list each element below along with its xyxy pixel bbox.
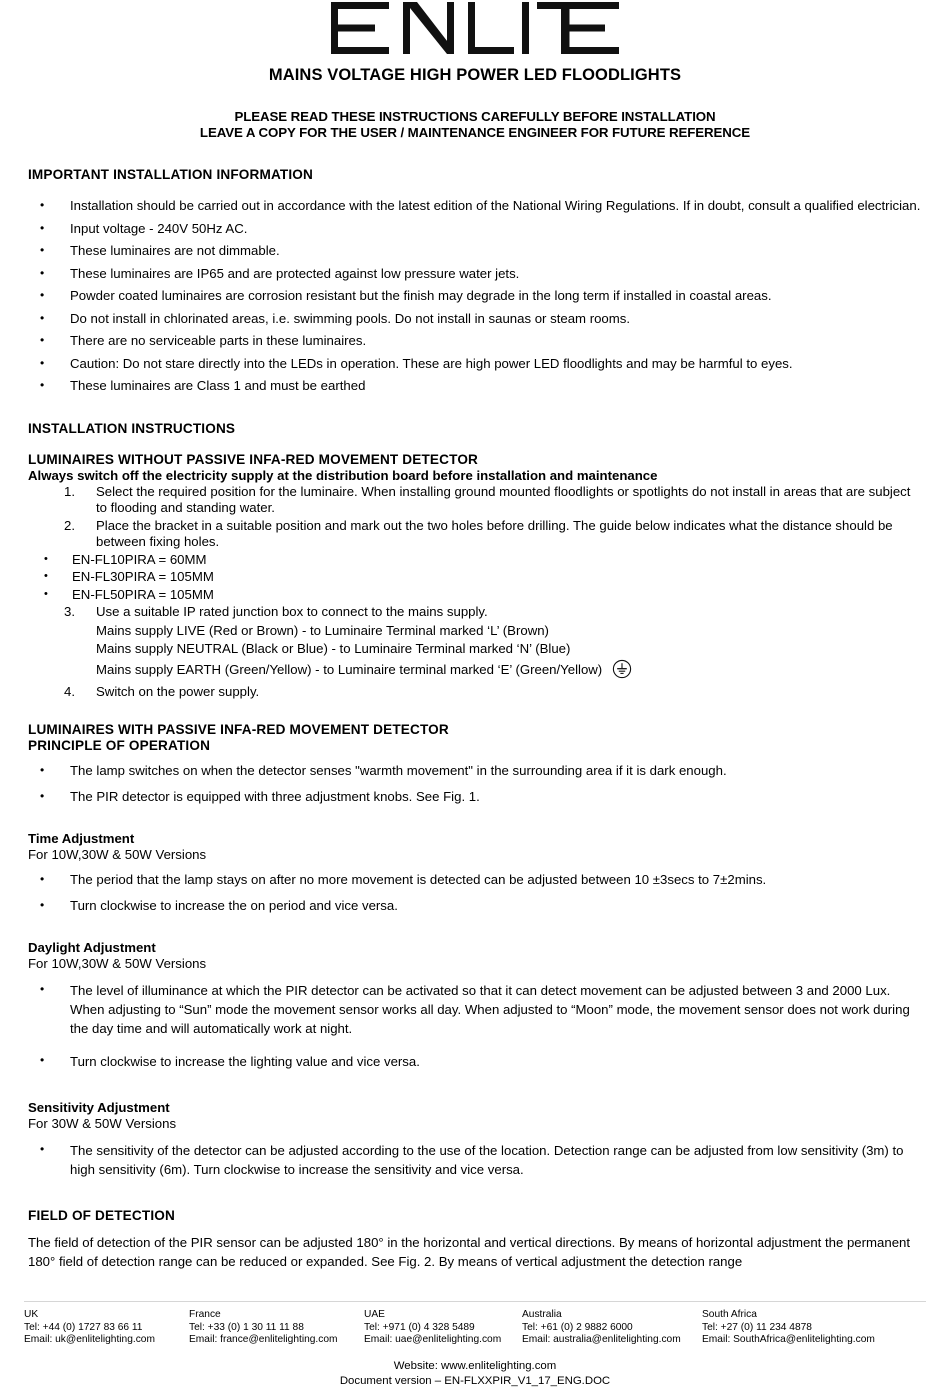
list-item: • Turn clockwise to increase the lighting value and vice versa. bbox=[28, 1052, 922, 1071]
footer-website[interactable]: Website: www.enlitelighting.com bbox=[393, 1360, 557, 1372]
wiring-live-line: Mains supply LIVE (Red or Brown) - to Luminaire Terminal marked ‘L’ (Brown) bbox=[96, 622, 549, 638]
sensitivity-adjustment-versions: For 30W & 50W Versions bbox=[28, 1115, 177, 1131]
heading-principle-of-operation: PRINCIPLE OF OPERATION bbox=[28, 737, 211, 753]
contact-country: Australia bbox=[522, 1309, 562, 1321]
list-item: • The lamp switches on when the detector senses "warmth movement" in the surrounding area if it is dark enough. bbox=[28, 763, 922, 780]
heading-luminaires-with-pir: LUMINAIRES WITH PASSIVE INFA-RED MOVEMENT DETECTOR bbox=[28, 721, 449, 737]
list-item: • The period that the lamp stays on after no more movement is detected can be adjusted between 10 ±3secs to 7±2mins. bbox=[28, 872, 922, 889]
contact-telephone: Tel: +61 (0) 2 9882 6000 bbox=[522, 1321, 633, 1333]
heading-time-adjustment: Time Adjustment bbox=[28, 830, 135, 846]
list-item: • Do not install in chlorinated areas, i.e. swimming pools. Do not install in saunas or steam rooms. bbox=[28, 311, 922, 328]
list-item: • These luminaires are not dimmable. bbox=[28, 243, 922, 260]
wiring-earth-text: Mains supply EARTH (Green/Yellow) - to Luminaire terminal marked ‘E’ (Green/Yellow) bbox=[96, 661, 603, 677]
heading-daylight-adjustment: Daylight Adjustment bbox=[28, 939, 156, 955]
list-item: • The level of illuminance at which the PIR detector can be activated so that it can detect movement can be adjusted between 3 and 2000 Lux. When adjusting to “Sun” mode the movement sensor works all day. When adjusted to “Moon” mode, the movement sensor does not work during the day time and will automatically work at night. bbox=[28, 981, 922, 1038]
fixing-hole-spacing-list bbox=[28, 552, 922, 604]
list-item: • Powder coated luminaires are corrosion resistant but the finish may degrade in the long term if installed in coastal areas. bbox=[28, 288, 922, 305]
page-footer bbox=[0, 1301, 950, 1398]
contact-column-south-africa bbox=[702, 1309, 892, 1347]
principle-of-operation-list bbox=[28, 763, 922, 806]
list-item: • EN-FL30PIRA = 105MM bbox=[28, 569, 922, 586]
heading-luminaires-without-pir: LUMINAIRES WITHOUT PASSIVE INFA-RED MOVEMENT DETECTOR bbox=[28, 451, 479, 467]
read-notice-line-1: PLEASE READ THESE INSTRUCTIONS CAREFULLY BEFORE INSTALLATION bbox=[234, 109, 716, 124]
document-title: MAINS VOLTAGE HIGH POWER LED FLOODLIGHTS bbox=[268, 66, 682, 84]
contact-email[interactable]: Email: uk@enlitelighting.com bbox=[24, 1334, 155, 1346]
list-item: Place the bracket in a suitable position and mark out the two holes before drilling. The guide below indicates what the distance should be between fixing holes. bbox=[96, 517, 893, 549]
contact-column-france bbox=[189, 1309, 364, 1347]
time-adjustment-list bbox=[28, 872, 922, 915]
contact-country: France bbox=[189, 1309, 221, 1321]
list-item: Select the required position for the luminaire. When installing ground mounted floodlights or spotlights do not install in areas that are subject to flooding and standing water. bbox=[96, 483, 911, 515]
list-item: • The PIR detector is equipped with three adjustment knobs. See Fig. 1. bbox=[28, 789, 922, 806]
contact-country: South Africa bbox=[702, 1309, 757, 1321]
footer-divider bbox=[24, 1301, 926, 1302]
protective-earth-icon bbox=[612, 659, 632, 685]
list-item: Use a suitable IP rated junction box to connect to the mains supply. bbox=[96, 604, 488, 619]
list-item: • There are no serviceable parts in these luminaires. bbox=[28, 333, 922, 350]
list-item: • These luminaires are IP65 and are protected against low pressure water jets. bbox=[28, 266, 922, 283]
contact-telephone: Tel: +44 (0) 1727 83 66 11 bbox=[24, 1321, 143, 1333]
contact-email[interactable]: Email: australia@enlitelighting.com bbox=[522, 1334, 681, 1346]
installation-steps-list bbox=[28, 484, 922, 551]
contact-country: UK bbox=[24, 1309, 39, 1321]
daylight-adjustment-list bbox=[28, 981, 922, 1071]
important-info-list bbox=[28, 198, 922, 395]
contact-telephone: Tel: +971 (0) 4 328 5489 bbox=[364, 1321, 475, 1333]
contact-column-australia bbox=[522, 1309, 702, 1347]
installation-steps-list-continued bbox=[28, 604, 922, 621]
list-item: • EN-FL10PIRA = 60MM bbox=[28, 552, 922, 569]
list-item: • EN-FL50PIRA = 105MM bbox=[28, 587, 922, 604]
brand-logo bbox=[0, 0, 950, 54]
list-item: • Caution: Do not stare directly into the LEDs in operation. These are high power LED floodlights and may be harmful to eyes. bbox=[28, 356, 922, 373]
field-of-detection-paragraph: The field of detection of the PIR sensor can be adjusted 180° in the horizontal and vertical directions. By means of horizontal adjustment the permanent 180° field of detection range can be reduced or expanded. See Fig. 2. By means of vertical adjustment the detection range bbox=[28, 1234, 911, 1269]
list-item: Switch on the power supply. bbox=[96, 684, 260, 699]
contact-email[interactable]: Email: SouthAfrica@enlitelighting.com bbox=[702, 1334, 875, 1346]
enlite-logo-icon bbox=[331, 2, 619, 54]
contact-column-uk bbox=[24, 1309, 189, 1347]
document-body bbox=[0, 167, 950, 1271]
read-notice-line-2: LEAVE A COPY FOR THE USER / MAINTENANCE ENGINEER FOR FUTURE REFERENCE bbox=[199, 125, 751, 140]
installation-steps-list-final bbox=[28, 684, 922, 701]
list-item: • These luminaires are Class 1 and must be earthed bbox=[28, 378, 922, 395]
footer-center-block bbox=[24, 1359, 926, 1388]
contact-country: UAE bbox=[364, 1309, 385, 1321]
contact-column-uae bbox=[364, 1309, 522, 1347]
list-item: • Turn clockwise to increase the on period and vice versa. bbox=[28, 898, 922, 915]
footer-document-version: Document version – EN-FLXXPIR_V1_17_ENG.DOC bbox=[339, 1374, 611, 1387]
read-notice bbox=[0, 109, 950, 141]
heading-field-of-detection: FIELD OF DETECTION bbox=[28, 1207, 175, 1223]
sensitivity-adjustment-list bbox=[28, 1141, 922, 1179]
contact-telephone: Tel: +27 (0) 11 234 4878 bbox=[702, 1321, 812, 1333]
warning-switch-off-supply: Always switch off the electricity supply at the distribution board before installation and maintenance bbox=[28, 467, 658, 483]
wiring-neutral-line: Mains supply NEUTRAL (Black or Blue) - to Luminaire Terminal marked ‘N’ (Blue) bbox=[96, 641, 571, 656]
list-item: • Installation should be carried out in accordance with the latest edition of the National Wiring Regulations. If in doubt, consult a qualified electrician. bbox=[28, 198, 922, 215]
daylight-adjustment-versions: For 10W,30W & 50W Versions bbox=[28, 955, 207, 971]
contact-email[interactable]: Email: uae@enlitelighting.com bbox=[364, 1334, 502, 1346]
heading-important-installation-information: IMPORTANT INSTALLATION INFORMATION bbox=[28, 167, 313, 182]
heading-sensitivity-adjustment: Sensitivity Adjustment bbox=[28, 1099, 170, 1115]
heading-installation-instructions: INSTALLATION INSTRUCTIONS bbox=[28, 420, 236, 436]
list-item: • The sensitivity of the detector can be adjusted according to the use of the location. Detection range can be adjusted from low sensitivity (3m) to high sensitivity (6m). Turn clockwise to increase the sensitivity and vice versa. bbox=[28, 1141, 922, 1179]
time-adjustment-versions: For 10W,30W & 50W Versions bbox=[28, 846, 207, 862]
contact-email[interactable]: Email: france@enlitelighting.com bbox=[189, 1334, 338, 1346]
list-item: • Input voltage - 240V 50Hz AC. bbox=[28, 221, 922, 238]
contact-telephone: Tel: +33 (0) 1 30 11 11 88 bbox=[189, 1321, 304, 1333]
wiring-earth-line bbox=[28, 659, 922, 685]
footer-contacts bbox=[24, 1309, 926, 1347]
